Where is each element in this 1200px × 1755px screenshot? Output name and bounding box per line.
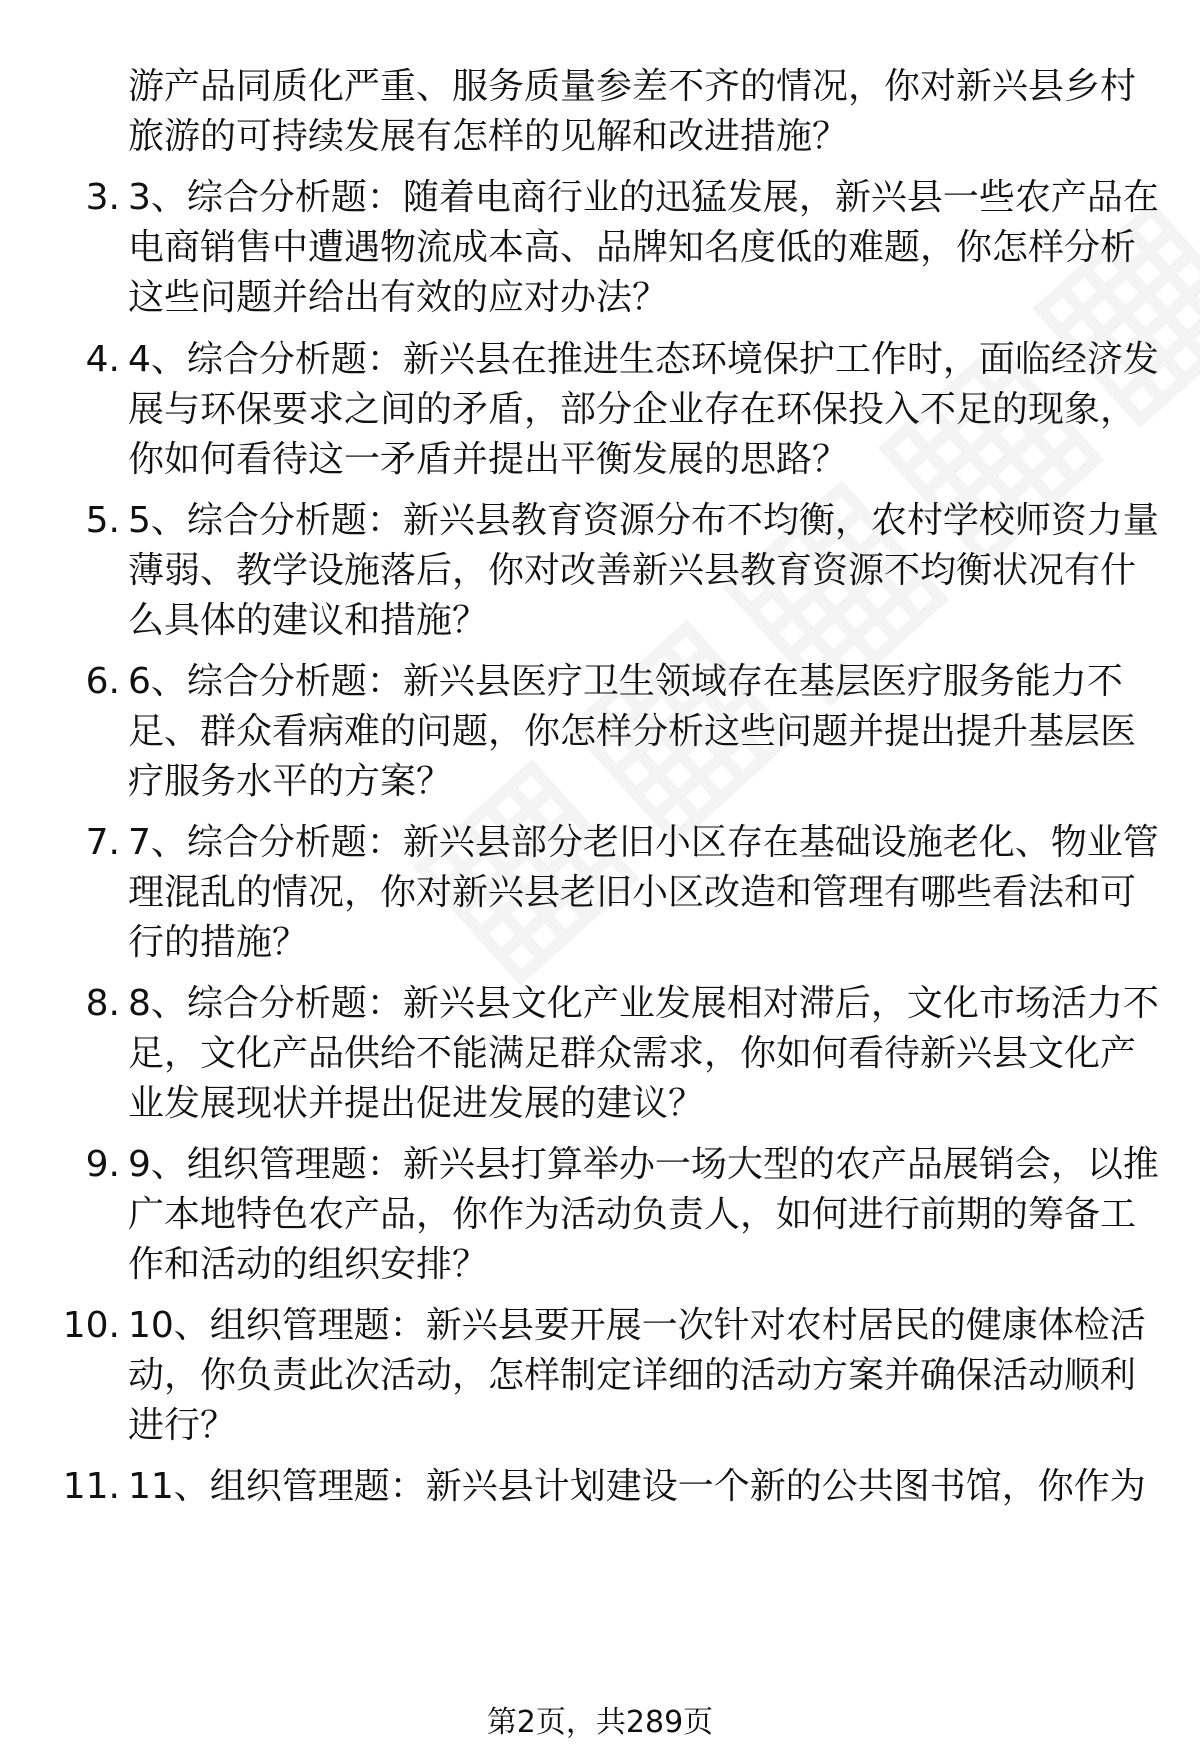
question-number: 9. xyxy=(85,1144,120,1185)
question-number: 5. xyxy=(85,500,120,541)
question-number: 3. xyxy=(85,177,120,218)
question-text: 9、组织管理题：新兴县打算举办一场大型的农产品展销会，以推广本地特色农产品，你作为活动负责人，如何进行前期的筹备工作和活动的组织安排？ xyxy=(128,1144,1159,1285)
question-text: 4、综合分析题：新兴县在推进生态环境保护工作时，面临经济发展与环保要求之间的矛盾，部分企业存在环保投入不足的现象，你如何看待这一矛盾并提出平衡发展的思路？ xyxy=(128,339,1159,480)
question-text: 5、综合分析题：新兴县教育资源分布不均衡，农村学校师资力量薄弱、教学设施落后，你对改善新兴县教育资源不均衡状况有什么具体的建议和措施？ xyxy=(128,500,1159,641)
question-number: 6. xyxy=(85,661,120,702)
question-text: 6、综合分析题：新兴县医疗卫生领域存在基层医疗服务能力不足、群众看病难的问题，你怎样分析这些问题并提出提升基层医疗服务水平的方案？ xyxy=(128,661,1137,802)
question-text: 11、组织管理题：新兴县计划建设一个新的公共图书馆，你作为 xyxy=(128,1466,1146,1507)
continued-paragraph: 游产品同质化严重、服务质量参差不齐的情况，你对新兴县乡村旅游的可持续发展有怎样的见解和改进措施？ xyxy=(128,66,1137,157)
question-number: 7. xyxy=(85,822,120,863)
question-text: 7、综合分析题：新兴县部分老旧小区存在基础设施老化、物业管理混乱的情况，你对新兴县老旧小区改造和管理有哪些看法和可行的措施？ xyxy=(128,822,1159,963)
question-text: 8、综合分析题：新兴县文化产业发展相对滞后，文化市场活力不足，文化产品供给不能满足群众需求，你如何看待新兴县文化产业发展现状并提出促进发展的建议？ xyxy=(128,983,1159,1124)
question-number: 10. xyxy=(62,1305,120,1346)
page-footer: 第2页，共289页 xyxy=(486,1705,714,1740)
question-number: 4. xyxy=(85,339,120,380)
question-number: 11. xyxy=(62,1466,120,1507)
question-number: 8. xyxy=(85,983,120,1024)
question-text: 3、综合分析题：随着电商行业的迅猛发展，新兴县一些农产品在电商销售中遭遇物流成本高、品牌知名度低的难题，你怎样分析这些问题并给出有效的应对办法？ xyxy=(128,177,1159,318)
question-text: 10、组织管理题：新兴县要开展一次针对农村居民的健康体检活动，你负责此次活动，怎样制定详细的活动方案并确保活动顺利进行？ xyxy=(128,1305,1146,1446)
